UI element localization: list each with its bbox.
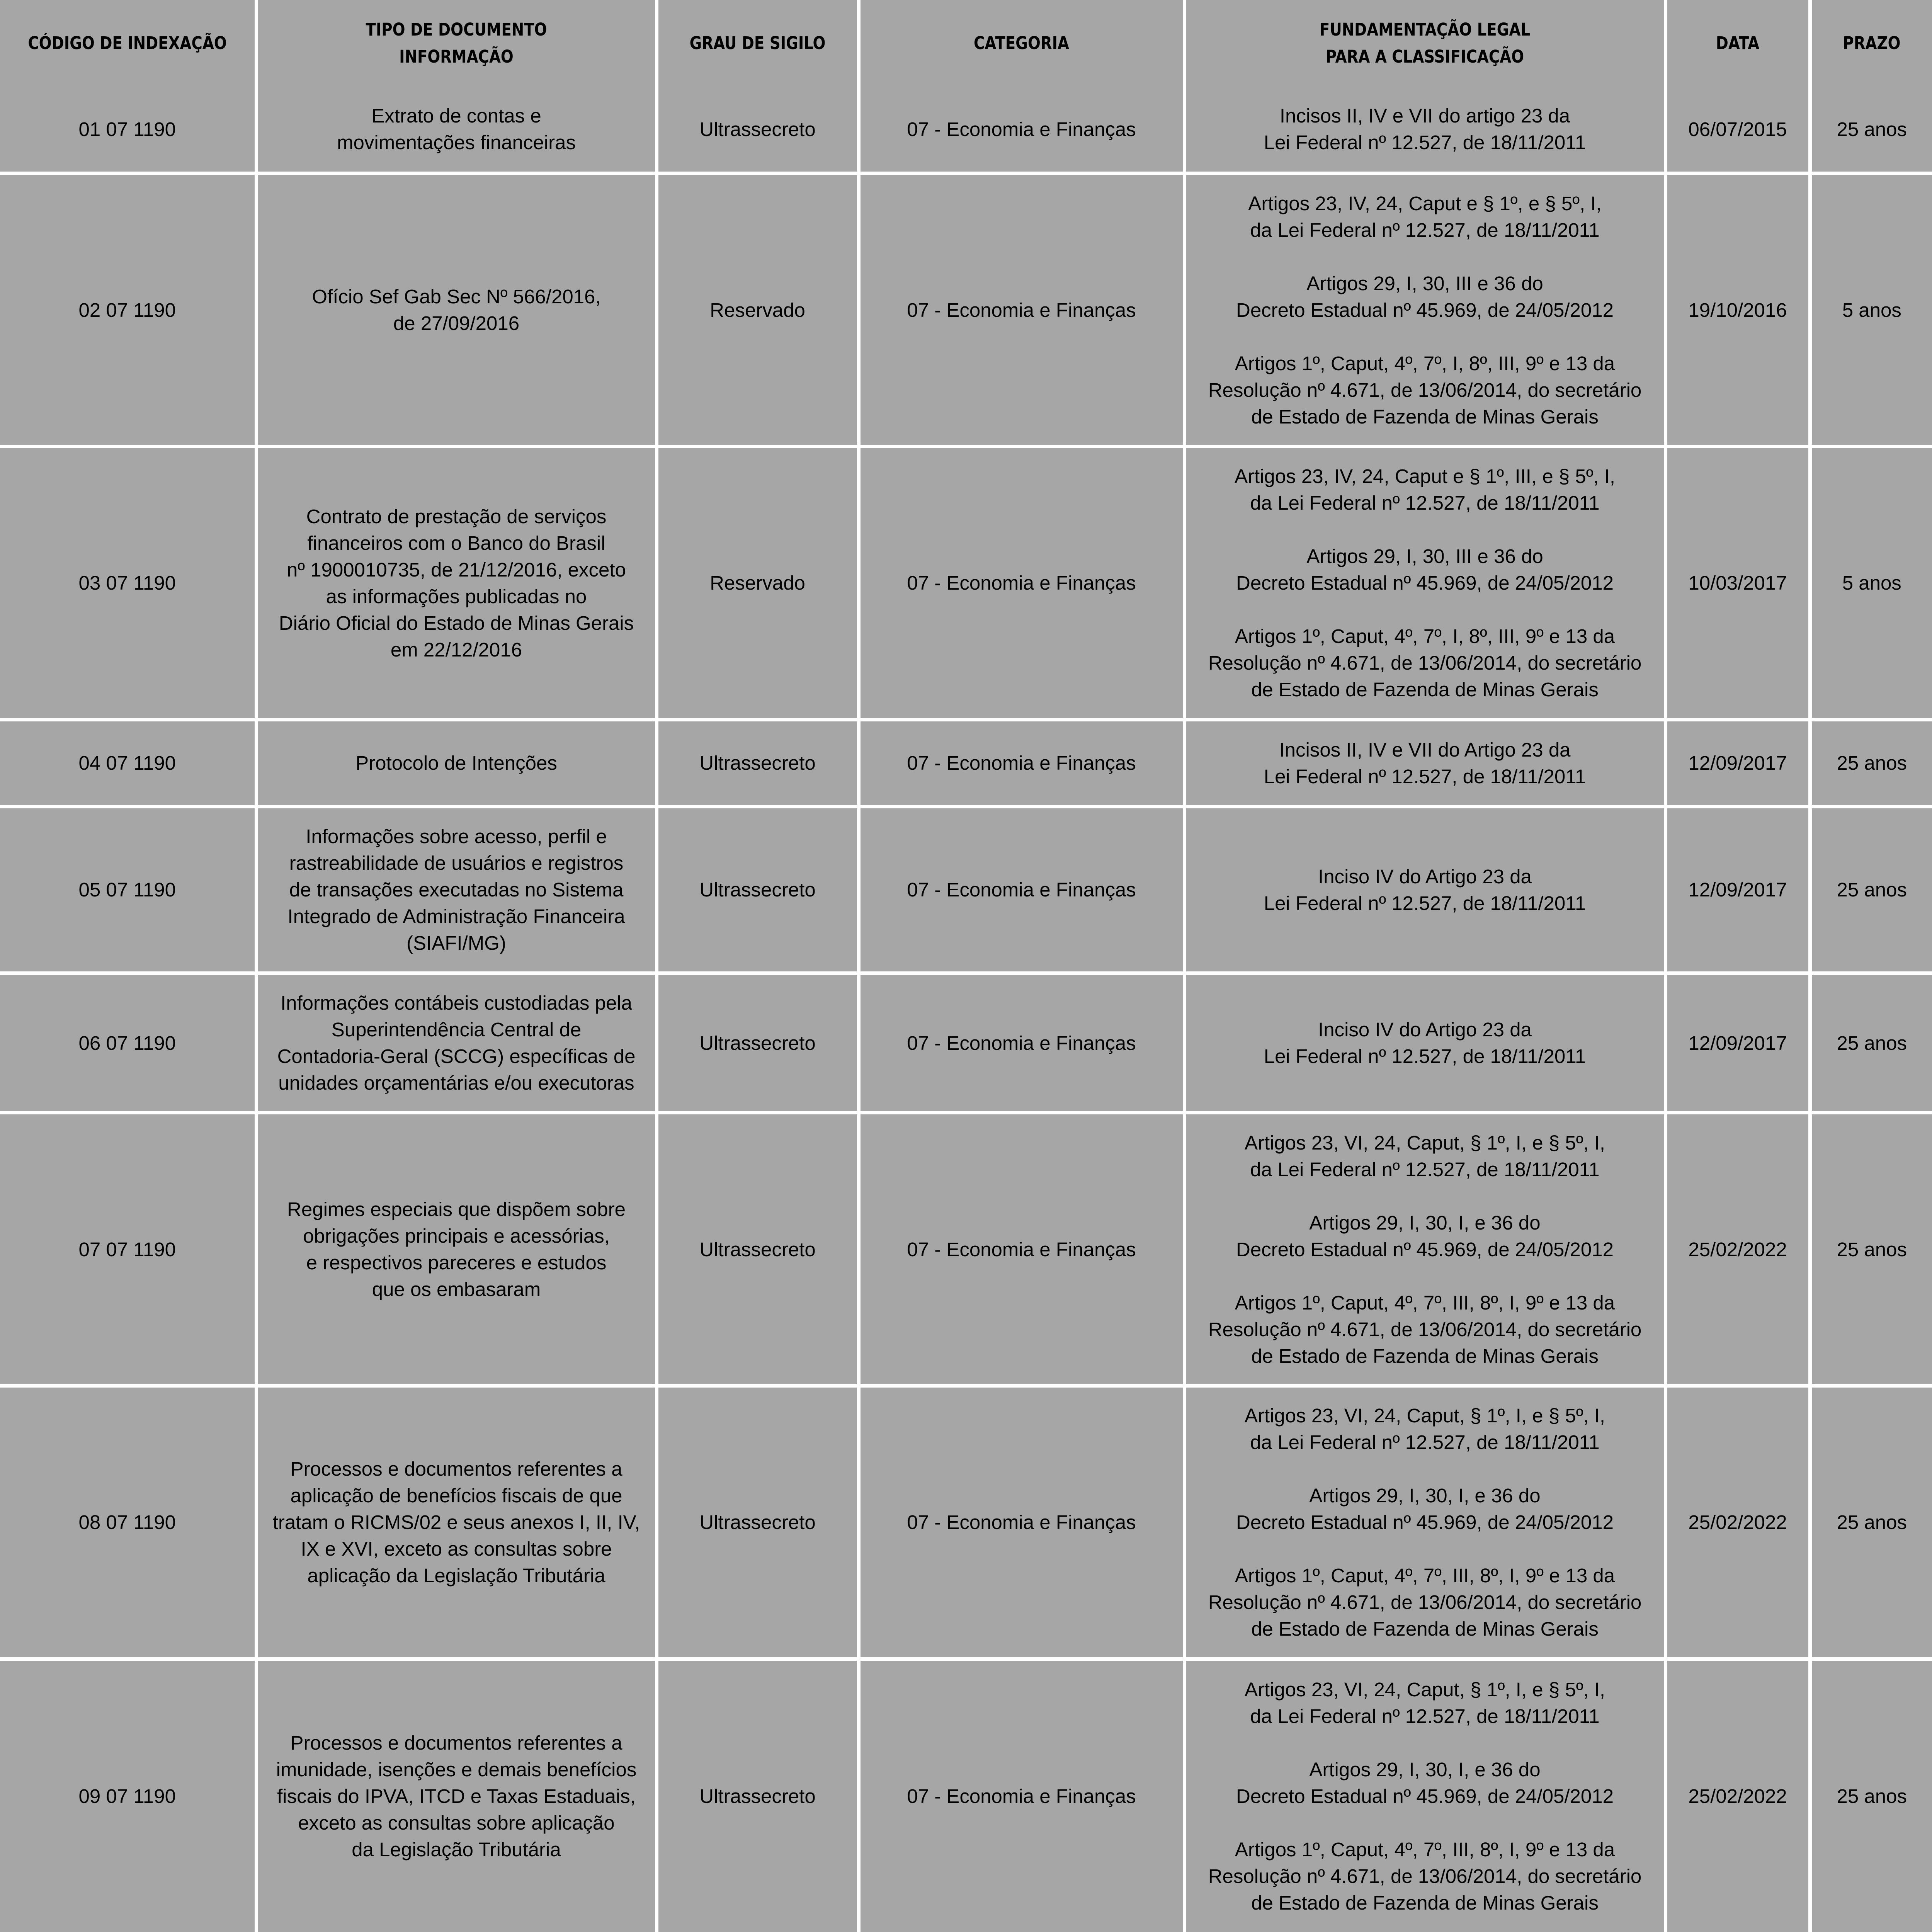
cell-categoria: 07 - Economia e Finanças [859, 973, 1184, 1113]
cell-data: 12/09/2017 [1665, 973, 1810, 1113]
cell-tipo: Processos e documentos referentes a imunidade, isenções e demais benefícios fiscais do IPVA, ITCD e Taxas Estaduais, exceto as consultas sobre aplicação da Legislação Tributária [256, 1659, 656, 1932]
header-tipo: TIPO DE DOCUMENTO INFORMAÇÃO [284, 0, 629, 87]
cell-prazo: 5 anos [1810, 173, 1932, 447]
cell-categoria: 07 - Economia e Finanças [859, 87, 1184, 173]
cell-data: 19/10/2016 [1665, 173, 1810, 447]
cell-categoria: 07 - Economia e Finanças [859, 719, 1184, 806]
cell-grau: Ultrassecreto [656, 1113, 859, 1386]
cell-grau: Ultrassecreto [656, 1386, 859, 1659]
cell-prazo: 25 anos [1810, 1113, 1932, 1386]
cell-data: 25/02/2022 [1665, 1113, 1810, 1386]
cell-categoria: 07 - Economia e Finanças [859, 1113, 1184, 1386]
cell-fundamentacao: Artigos 23, IV, 24, Caput e § 1º, e § 5º, I, da Lei Federal nº 12.527, de 18/11/2011 Artigos 29, I, 30, III e 36 do Decreto Estadual nº 45.969, de 24/05/2012 Artigos 1º, Caput, 4º, 7º, I, 8º, III, 9º e 13 da Resolução nº 4.671, de 13/06/2014, do secretário de Estado de Fazenda de Minas Gerais [1184, 173, 1665, 447]
table-row [0, 173, 1932, 447]
cell-grau: Ultrassecreto [656, 719, 859, 806]
cell-tipo: Contrato de prestação de serviços financeiros com o Banco do Brasil nº 1900010735, de 21/12/2016, exceto as informações publicadas no Diário Oficial do Estado de Minas Gerais em 22/12/2016 [256, 447, 656, 720]
cell-grau: Reservado [656, 447, 859, 720]
cell-tipo: Regimes especiais que dispõem sobre obrigações principais e acessórias, e respectivos pareceres e estudos que os embasaram [256, 1113, 656, 1386]
cell-codigo: 08 07 1190 [0, 1386, 256, 1659]
cell-fundamentacao: Incisos II, IV e VII do Artigo 23 da Lei Federal nº 12.527, de 18/11/2011 [1184, 719, 1665, 806]
cell-codigo: 06 07 1190 [0, 973, 256, 1113]
cell-grau: Reservado [656, 173, 859, 447]
cell-grau: Ultrassecreto [656, 87, 859, 173]
cell-data: 10/03/2017 [1665, 447, 1810, 720]
cell-codigo: 07 07 1190 [0, 1113, 256, 1386]
cell-fundamentacao: Inciso IV do Artigo 23 da Lei Federal nº 12.527, de 18/11/2011 [1184, 973, 1665, 1113]
cell-data: 12/09/2017 [1665, 806, 1810, 973]
cell-fundamentacao: Artigos 23, IV, 24, Caput e § 1º, III, e § 5º, I, da Lei Federal nº 12.527, de 18/11/2011 Artigos 29, I, 30, III e 36 do Decreto Estadual nº 45.969, de 24/05/2012 Artigos 1º, Caput, 4º, 7º, I, 8º, III, 9º e 13 da Resolução nº 4.671, de 13/06/2014, do secretário de Estado de Fazenda de Minas Gerais [1184, 447, 1665, 720]
cell-codigo: 01 07 1190 [0, 87, 256, 173]
cell-data: 12/09/2017 [1665, 719, 1810, 806]
cell-tipo: Informações contábeis custodiadas pela Superintendência Central de Contadoria-Geral (SCCG) específicas de unidades orçamentárias e/ou executoras [256, 973, 656, 1113]
cell-grau: Ultrassecreto [656, 973, 859, 1113]
cell-prazo: 25 anos [1810, 1659, 1932, 1932]
table-row [0, 806, 1932, 973]
header-row [0, 0, 1932, 87]
cell-categoria: 07 - Economia e Finanças [859, 173, 1184, 447]
table-row [0, 719, 1932, 806]
table-row [0, 1659, 1932, 1932]
cell-tipo: Ofício Sef Gab Sec Nº 566/2016, de 27/09/2016 [256, 173, 656, 447]
header-categoria: CATEGORIA [881, 0, 1162, 87]
cell-codigo: 09 07 1190 [0, 1659, 256, 1932]
cell-tipo: Extrato de contas e movimentações financeiras [256, 87, 656, 173]
table-row [0, 1113, 1932, 1386]
cell-fundamentacao: Artigos 23, VI, 24, Caput, § 1º, I, e § 5º, I, da Lei Federal nº 12.527, de 18/11/2011 Artigos 29, I, 30, I, e 36 do Decreto Estadual nº 45.969, de 24/05/2012 Artigos 1º, Caput, 4º, 7º, III, 8º, I, 9º e 13 da Resolução nº 4.671, de 13/06/2014, do secretário de Estado de Fazenda de Minas Gerais [1184, 1386, 1665, 1659]
header-grau: GRAU DE SIGILO [671, 0, 845, 87]
cell-prazo: 25 anos [1810, 87, 1932, 173]
header-codigo: CÓDIGO DE INDEXAÇÃO [18, 0, 238, 87]
header-data: DATA [1675, 0, 1800, 87]
cell-tipo: Informações sobre acesso, perfil e rastreabilidade de usuários e registros de transações executadas no Sistema Integrado de Administração Financeira (SIAFI/MG) [256, 806, 656, 973]
cell-data: 06/07/2015 [1665, 87, 1810, 173]
cell-prazo: 25 anos [1810, 719, 1932, 806]
cell-prazo: 5 anos [1810, 447, 1932, 720]
cell-fundamentacao: Artigos 23, VI, 24, Caput, § 1º, I, e § 5º, I, da Lei Federal nº 12.527, de 18/11/2011 Artigos 29, I, 30, I, e 36 do Decreto Estadual nº 45.969, de 24/05/2012 Artigos 1º, Caput, 4º, 7º, III, 8º, I, 9º e 13 da Resolução nº 4.671, de 13/06/2014, do secretário de Estado de Fazenda de Minas Gerais [1184, 1113, 1665, 1386]
header-fundamentacao: FUNDAMENTAÇÃO LEGAL PARA A CLASSIFICAÇÃO [1218, 0, 1632, 87]
table-row [0, 1386, 1932, 1659]
cell-fundamentacao: Artigos 23, VI, 24, Caput, § 1º, I, e § 5º, I, da Lei Federal nº 12.527, de 18/11/2011 Artigos 29, I, 30, I, e 36 do Decreto Estadual nº 45.969, de 24/05/2012 Artigos 1º, Caput, 4º, 7º, III, 8º, I, 9º e 13 da Resolução nº 4.671, de 13/06/2014, do secretário de Estado de Fazenda de Minas Gerais [1184, 1659, 1665, 1932]
header-prazo: PRAZO [1818, 0, 1923, 87]
cell-prazo: 25 anos [1810, 806, 1932, 973]
cell-categoria: 07 - Economia e Finanças [859, 1386, 1184, 1659]
cell-data: 25/02/2022 [1665, 1659, 1810, 1932]
cell-prazo: 25 anos [1810, 973, 1932, 1113]
cell-tipo: Protocolo de Intenções [256, 719, 656, 806]
cell-codigo: 04 07 1190 [0, 719, 256, 806]
cell-codigo: 05 07 1190 [0, 806, 256, 973]
cell-tipo: Processos e documentos referentes a aplicação de benefícios fiscais de que tratam o RICMS/02 e seus anexos I, II, IV, IX e XVI, exceto as consultas sobre aplicação da Legislação Tributária [256, 1386, 656, 1659]
table-row [0, 87, 1932, 173]
cell-fundamentacao: Incisos II, IV e VII do artigo 23 da Lei Federal nº 12.527, de 18/11/2011 [1184, 87, 1665, 173]
cell-prazo: 25 anos [1810, 1386, 1932, 1659]
table-row [0, 447, 1932, 720]
cell-categoria: 07 - Economia e Finanças [859, 1659, 1184, 1932]
cell-grau: Ultrassecreto [656, 1659, 859, 1932]
cell-codigo: 02 07 1190 [0, 173, 256, 447]
cell-categoria: 07 - Economia e Finanças [859, 447, 1184, 720]
table-row [0, 973, 1932, 1113]
cell-data: 25/02/2022 [1665, 1386, 1810, 1659]
cell-fundamentacao: Inciso IV do Artigo 23 da Lei Federal nº 12.527, de 18/11/2011 [1184, 806, 1665, 973]
cell-categoria: 07 - Economia e Finanças [859, 806, 1184, 973]
cell-grau: Ultrassecreto [656, 806, 859, 973]
cell-codigo: 03 07 1190 [0, 447, 256, 720]
